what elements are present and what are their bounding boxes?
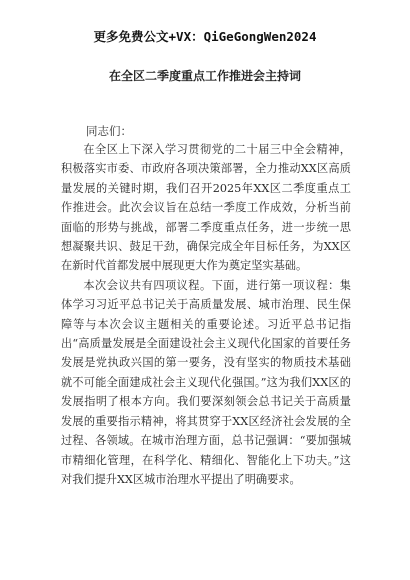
salutation: 同志们： — [86, 124, 132, 138]
watermark-header: 更多免费公文+VX：QiGeGongWen2024 — [93, 29, 317, 44]
document-title: 在全区二季度重点工作推进会主持词 — [108, 69, 301, 83]
document-body — [61, 140, 351, 489]
paragraph-2: 本次会议共有四项议程。下面，进行第一项议程：集体学习习近平总书记关于高质量发展、城市治理、民生保障等与本次会议主题相关的重要论述。习近平总书记指出“高质量发展是全面建设社会主义现代化国家的首要任务发展是党执政兴国的第一要务，没有坚实的物质技术基础就不可能全面建成社会主义现代化强国。”这为我们XX区的发展指明了根本方向。我们要深刻领会总书记关于高质量发展的重要指示精神，将其贯穿于XX区经济社会发展的全过程、各领域。在城市治理方面，总书记强调：“要加强城市精细化管理，在科学化、精细化、智能化上下功夫。”这对我们提升XX区城市治理水平提出了明确要求。 — [61, 278, 351, 486]
paragraph-1: 在全区上下深入学习贯彻党的二十届三中全会精神，积极落实市委、市政府各项决策部署，全力推动XX区高质量发展的关键时期，我们召开2025年XX区二季度重点工作推进会。此次会议旨在总结一季度工作成效，分析当前面临的形势与挑战，部署二季度重点任务，进一步统一思想凝聚共识、鼓足干劲，确保完成全年目标任务，为XX区在新时代首都发展中展现更大作为奠定坚实基础。 — [61, 143, 351, 273]
